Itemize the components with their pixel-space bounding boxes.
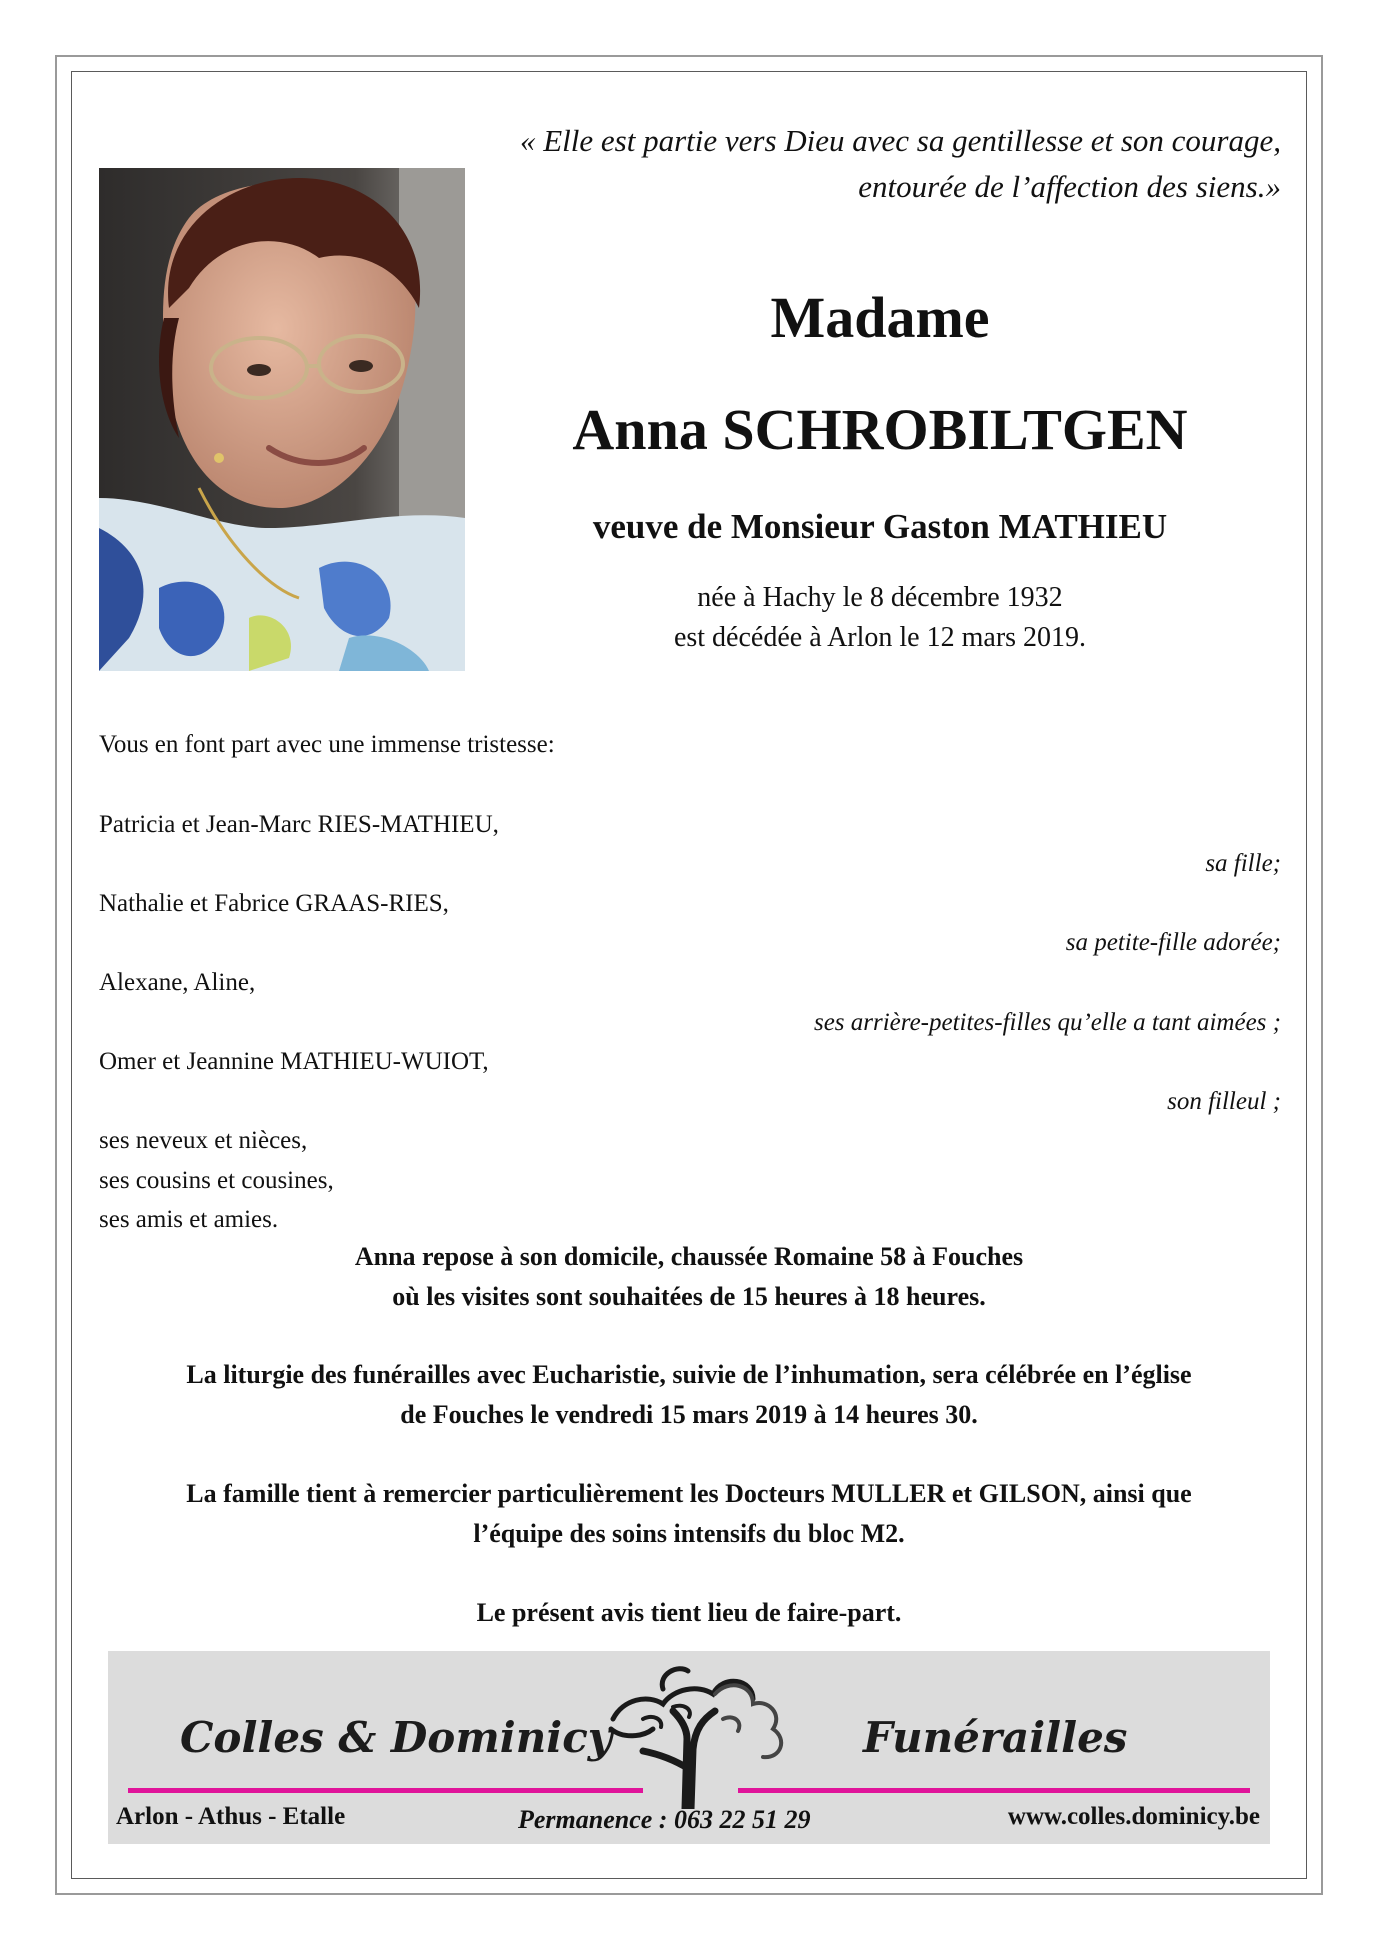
birth-line: née à Hachy le 8 décembre 1932 bbox=[697, 582, 1063, 613]
website[interactable]: www.colles.dominicy.be bbox=[1007, 1803, 1260, 1830]
accent-line-left bbox=[128, 1788, 643, 1793]
family-names: Alexane, Aline, bbox=[99, 969, 256, 996]
thanks-line-2: l’équipe des soins intensifs du bloc M2. bbox=[473, 1519, 905, 1548]
family-relation: sa petite-fille adorée; bbox=[1065, 929, 1281, 956]
quote-line-2: entourée de l’affection des siens.» bbox=[858, 169, 1281, 204]
brand-name: Colles & Dominicy bbox=[180, 1713, 613, 1762]
other-relatives: ses amis et amies. bbox=[99, 1206, 279, 1233]
life-dates bbox=[480, 578, 1280, 658]
thanks-line-1: La famille tient à remercier particulièrement les Docteurs MULLER et GILSON, ainsi que bbox=[186, 1479, 1192, 1508]
quote-line-1: « Elle est partie vers Dieu avec sa gentillesse et son courage, bbox=[519, 123, 1281, 158]
family-relation: son filleul ; bbox=[1167, 1088, 1281, 1115]
widow-of: veuve de Monsieur Gaston MATHIEU bbox=[592, 507, 1168, 546]
deceased-name: Anna SCHROBILTGEN bbox=[572, 397, 1188, 462]
tree-icon bbox=[603, 1659, 793, 1809]
funeral-home-banner bbox=[108, 1651, 1270, 1844]
brand-tagline: Funérailles bbox=[863, 1713, 1128, 1762]
phone-line: Permanence : 063 22 51 29 bbox=[518, 1805, 811, 1834]
other-relatives: ses neveux et nièces, bbox=[99, 1127, 308, 1154]
family-relation: ses arrière-petites-filles qu’elle a tant aimées ; bbox=[813, 1009, 1281, 1036]
visitation-line-2: où les visites sont souhaitées de 15 heures à 18 heures. bbox=[392, 1282, 986, 1311]
locations: Arlon - Athus - Etalle bbox=[116, 1803, 346, 1830]
portrait-illustration bbox=[99, 168, 465, 671]
portrait-photo bbox=[99, 168, 465, 671]
deceased-title: Madame bbox=[770, 285, 990, 350]
liturgy-line-2: de Fouches le vendredi 15 mars 2019 à 14 heures 30. bbox=[400, 1400, 978, 1429]
visitation-line-1: Anna repose à son domicile, chaussée Romaine 58 à Fouches bbox=[354, 1242, 1024, 1271]
family-names: Nathalie et Fabrice GRAAS-RIES, bbox=[99, 890, 449, 917]
death-line: est décédée à Arlon le 12 mars 2019. bbox=[673, 622, 1087, 653]
notice-line: Le présent avis tient lieu de faire-part. bbox=[476, 1598, 902, 1627]
other-relatives: ses cousins et cousines, bbox=[99, 1167, 334, 1194]
liturgy-line-1: La liturgie des funérailles avec Eucharistie, suivie de l’inhumation, sera célébrée en l’église bbox=[186, 1360, 1192, 1389]
announcement-intro: Vous en font part avec une immense tristesse: bbox=[99, 731, 555, 758]
accent-line-right bbox=[738, 1788, 1250, 1793]
family-names: Patricia et Jean-Marc RIES-MATHIEU, bbox=[99, 811, 499, 838]
family-names: Omer et Jeannine MATHIEU-WUIOT, bbox=[99, 1048, 489, 1075]
family-relation: sa fille; bbox=[1205, 850, 1281, 877]
